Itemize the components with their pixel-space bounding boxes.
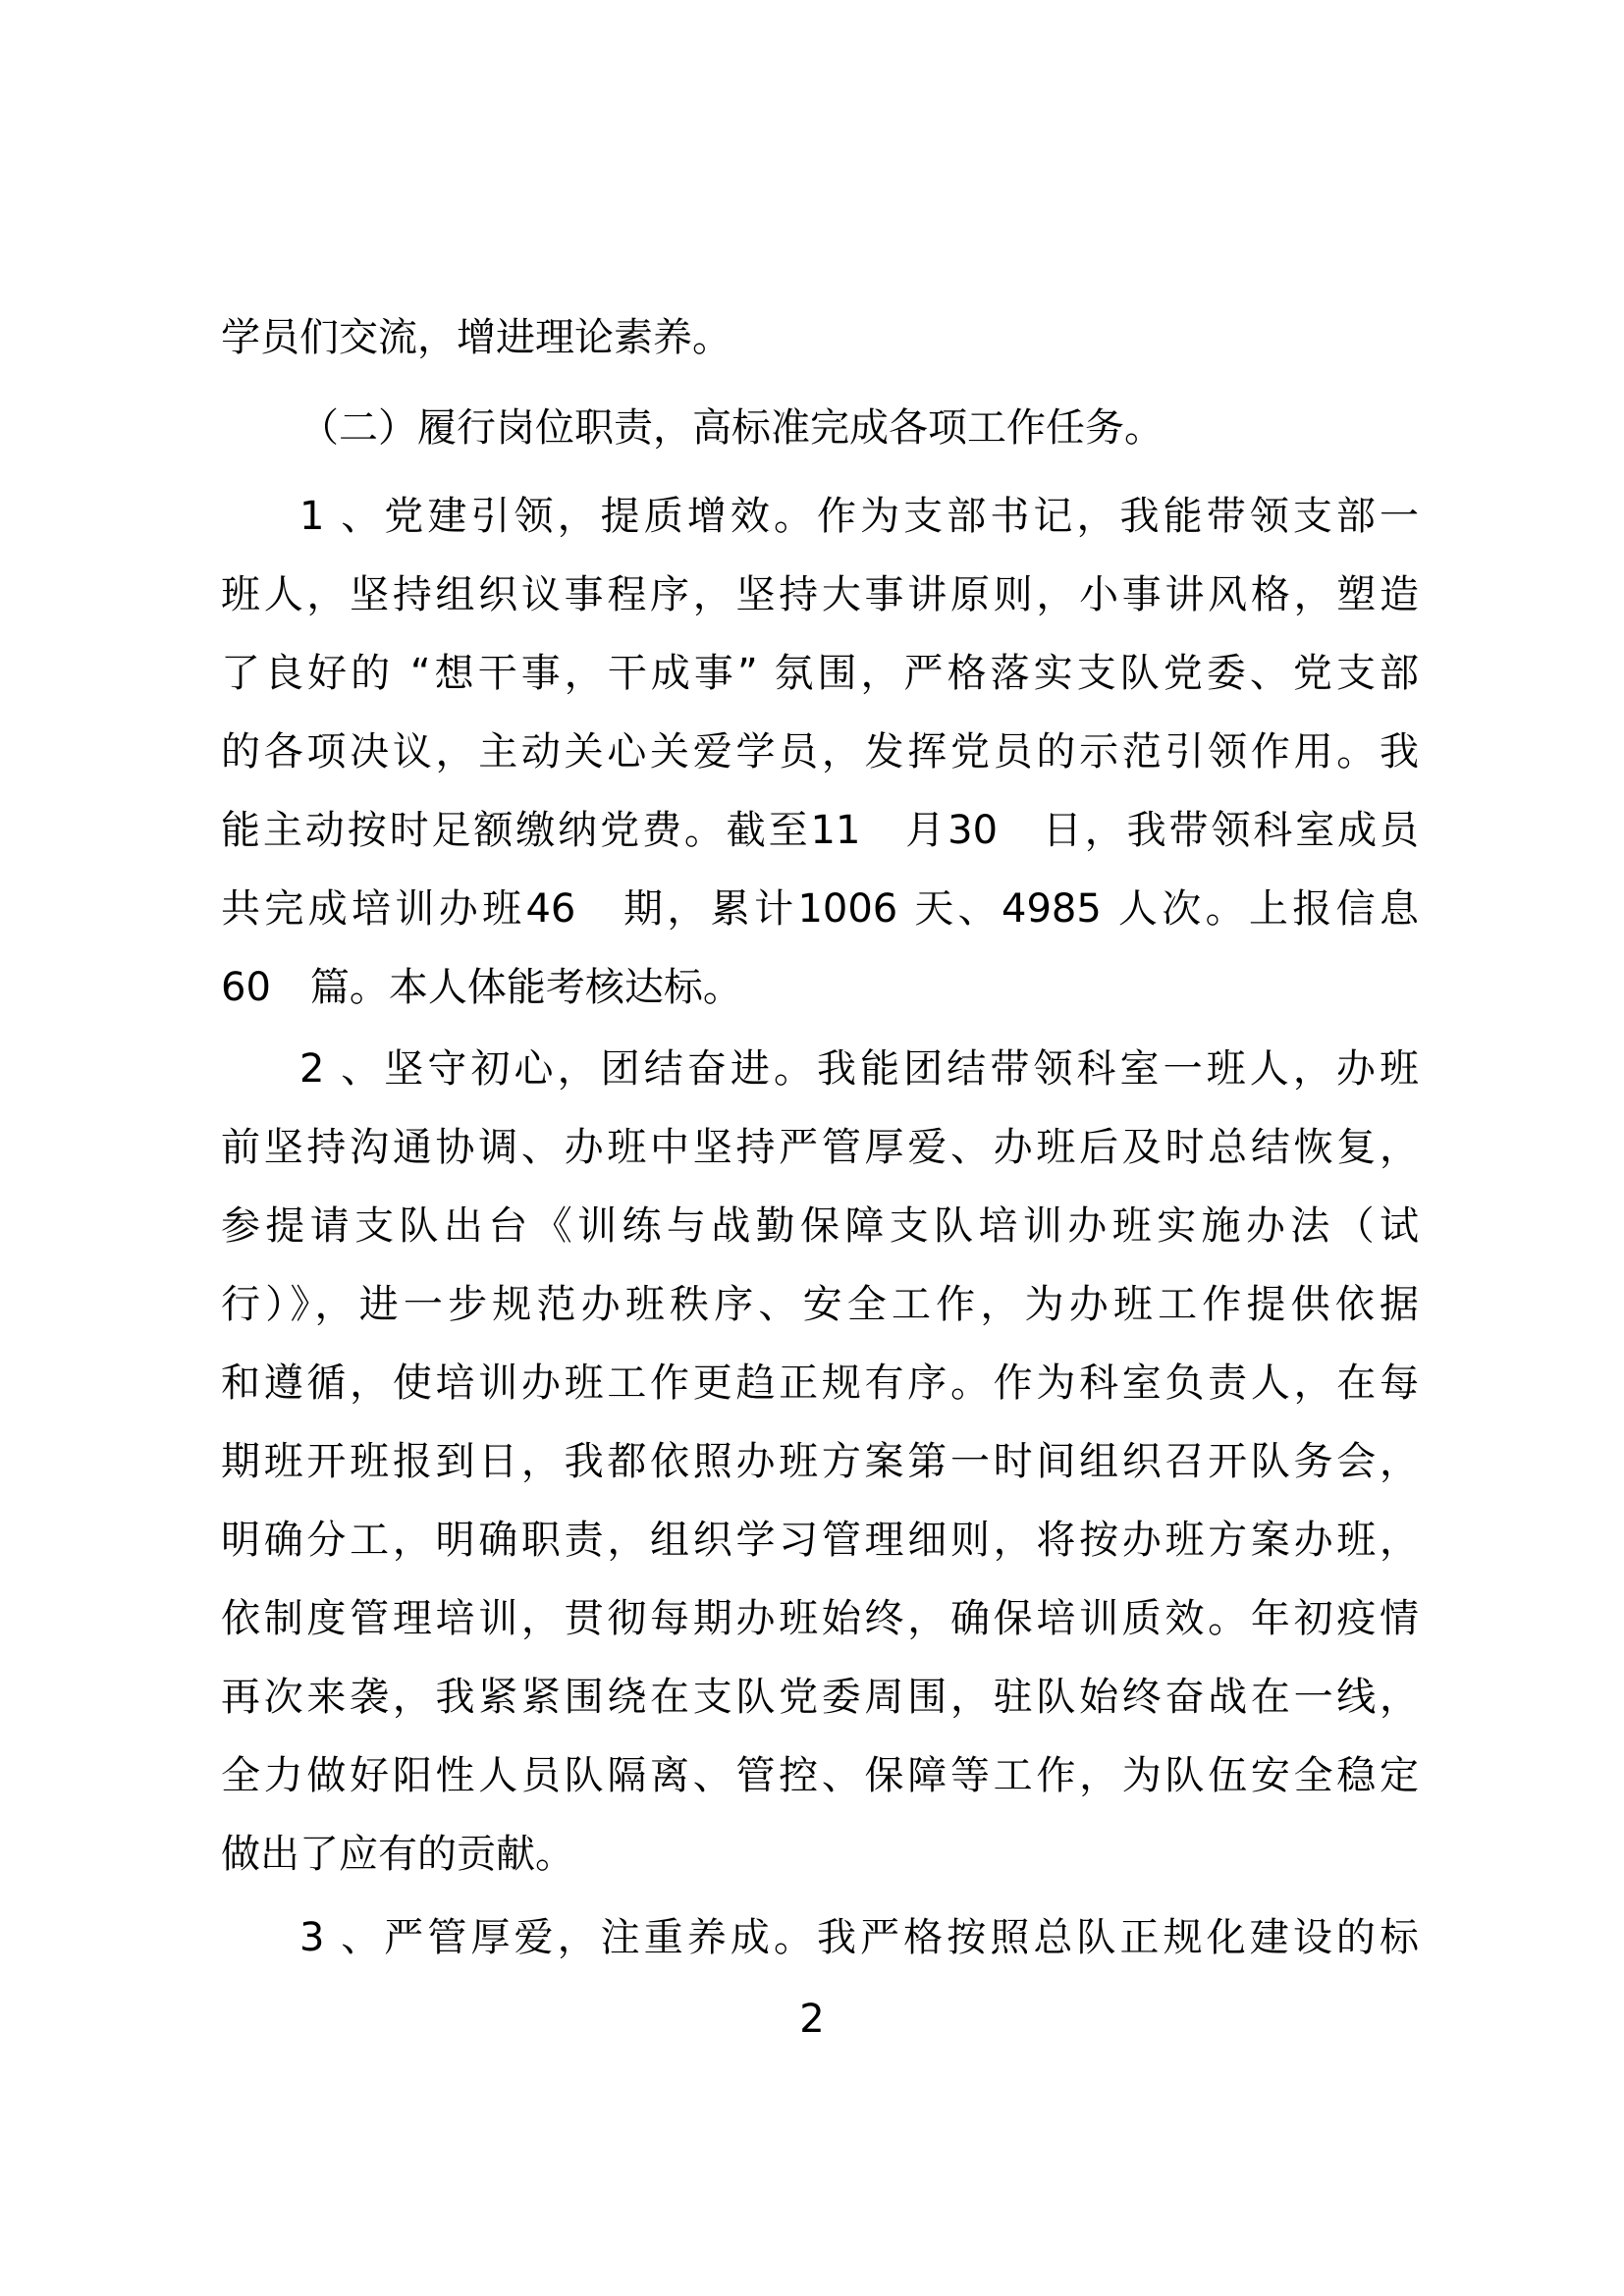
paragraph-line: 学员们交流，增进理论素养。 xyxy=(221,315,731,360)
paragraph-line: 60 篇。本人体能考核达标。 xyxy=(221,965,742,1010)
paragraph-line: 依制度管理培训，贯彻每期办班始终，确保培训质效。年初疫情 xyxy=(221,1596,1419,1641)
paragraph-line: 再次来袭，我紧紧围绕在支队党委周围，驻队始终奋战在一线， xyxy=(221,1675,1419,1720)
page-number: 2 xyxy=(799,1997,825,2042)
paragraph-line: 2 、坚守初心，团结奋进。我能团结带领科室一班人，办班 xyxy=(299,1046,1419,1092)
paragraph-line: 3 、严管厚爱，注重养成。我严格按照总队正规化建设的标 xyxy=(299,1915,1419,1960)
paragraph-line: 班人，坚持组织议事程序，坚持大事讲原则，小事讲风格，塑造 xyxy=(221,572,1419,617)
paragraph-line: 和遵循，使培训办班工作更趋正规有序。作为科室负责人，在每 xyxy=(221,1361,1419,1406)
paragraph-line: 期班开班报到日，我都依照办班方案第一时间组织召开队务会， xyxy=(221,1439,1419,1484)
paragraph-line: 的各项决议，主动关心关爱学员，发挥党员的示范引领作用。我 xyxy=(221,729,1419,774)
paragraph-line: 行）》，进一步规范办班秩序、安全工作，为办班工作提供依据 xyxy=(221,1282,1419,1327)
paragraph-line: 全力做好阳性人员队隔离、管控、保障等工作，为队伍安全稳定 xyxy=(221,1753,1419,1798)
paragraph-line: 做出了应有的贡献。 xyxy=(221,1832,574,1877)
paragraph-line: 能主动按时足额缴纳党费。截至11 月30 日，我带领科室成员 xyxy=(221,808,1419,853)
paragraph-line: 前坚持沟通协调、办班中坚持严管厚爱、办班后及时总结恢复， xyxy=(221,1125,1419,1170)
paragraph-line: 共完成培训办班46 期，累计1006 天、4985 人次。上报信息 xyxy=(221,886,1419,932)
paragraph-line: 了良好的 “想干事，干成事” 氛围，严格落实支队党委、党支部 xyxy=(221,651,1419,696)
paragraph-line: 1 、党建引领，提质增效。作为支部书记，我能带领支部一 xyxy=(299,494,1419,539)
paragraph-line: 明确分工，明确职责，组织学习管理细则，将按办班方案办班， xyxy=(221,1518,1419,1563)
section-heading: （二）履行岗位职责，高标准完成各项工作任务。 xyxy=(299,405,1164,451)
paragraph-line: 参提请支队出台《训练与战勤保障支队培训办班实施办法（试 xyxy=(221,1203,1419,1249)
